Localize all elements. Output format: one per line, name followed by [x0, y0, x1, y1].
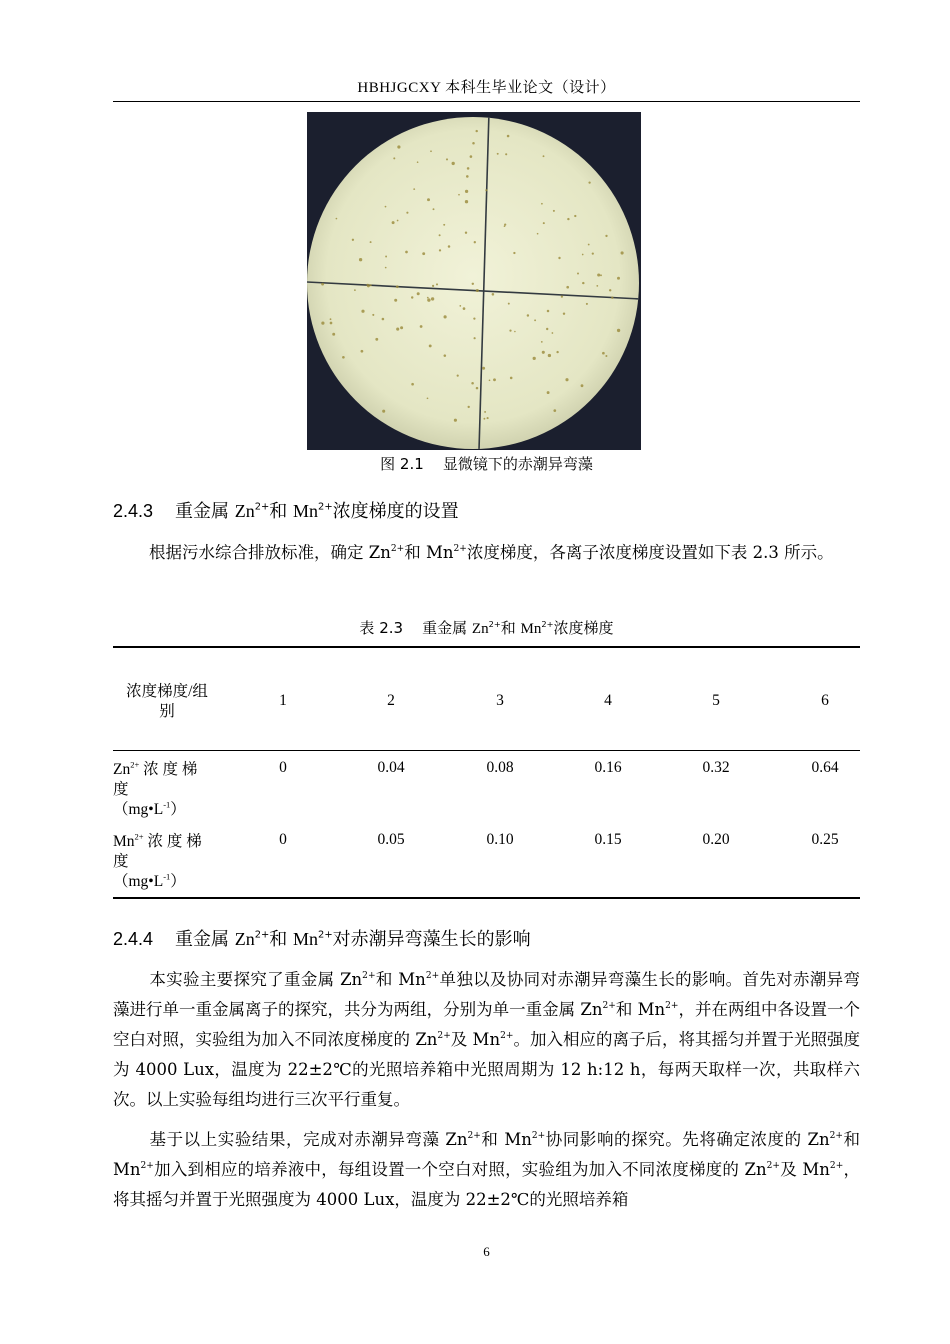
section-2-4-3-heading — [113, 497, 860, 523]
algae-cell — [586, 303, 588, 305]
caption-text: 浓度梯度 — [553, 619, 614, 637]
algae-cell — [452, 162, 455, 165]
algae-cell — [542, 351, 545, 354]
algae-cell — [470, 155, 473, 158]
para-sup: 2+ — [362, 971, 376, 982]
para-text: 根据污水综合排放标准，确定 — [149, 543, 369, 562]
algae-cell — [565, 378, 568, 381]
microscope-photo — [307, 112, 641, 450]
algae-cell — [504, 223, 506, 225]
algae-cell — [422, 252, 425, 255]
para-text: 浓度梯度，各离子浓度梯度设置如下表 2.3 所示。 — [466, 543, 834, 562]
algae-cell — [433, 208, 435, 210]
algae-cell — [468, 406, 470, 408]
algae-cell — [446, 158, 448, 160]
header-label-line: 别 — [159, 703, 175, 720]
algae-cell — [417, 161, 419, 163]
algae-cell — [427, 298, 430, 301]
para-zn: Zn — [368, 543, 391, 562]
paragraph-1 — [113, 538, 860, 568]
para-text: 协同影响的探究。先将确定浓度的 — [545, 1130, 808, 1149]
algae-cell — [413, 188, 415, 190]
row-unit-sup: -1 — [163, 799, 171, 810]
row-label: Zn — [113, 761, 131, 778]
algae-cell — [588, 181, 590, 183]
heading-sup: 2+ — [254, 501, 270, 513]
row-label: 度 — [113, 853, 129, 870]
algae-cell — [474, 241, 476, 243]
algae-cell — [394, 299, 397, 302]
algae-cell — [561, 295, 563, 297]
caption-sup: 2+ — [541, 618, 554, 629]
figure-caption-text: 显微镜下的赤潮异弯藻 — [442, 455, 593, 473]
algae-cell — [621, 251, 624, 254]
algae-cell — [448, 245, 451, 248]
algae-cell — [617, 277, 620, 280]
header-rule — [113, 101, 860, 102]
algae-cell — [547, 391, 550, 394]
table-cell: 0.32 — [702, 759, 730, 776]
figure-caption-label: 图 2.1 — [380, 455, 424, 473]
algae-cell — [533, 357, 536, 360]
algae-cell — [505, 153, 507, 155]
row-unit: ） — [170, 801, 186, 818]
algae-cell — [509, 330, 511, 332]
algae-cell — [592, 253, 594, 255]
table-caption — [113, 617, 860, 638]
row-label: 度 — [113, 781, 129, 798]
para-zn: Zn — [445, 1130, 468, 1149]
section-number: 2.4.4 — [113, 929, 154, 949]
algae-cell — [487, 417, 489, 419]
algae-cell — [567, 218, 569, 220]
heading-zn: Zn — [234, 929, 255, 949]
caption-text: 重金属 — [422, 619, 472, 637]
algae-cell — [439, 234, 441, 236]
algae-cell — [563, 312, 565, 314]
heading-text: 重金属 — [175, 501, 235, 522]
para-sup: 2+ — [665, 1001, 679, 1012]
algae-cell — [463, 307, 466, 310]
algae-cell — [427, 397, 429, 399]
row-unit-sup: -1 — [163, 871, 171, 882]
algae-cell — [432, 285, 434, 287]
table-row-zn-label — [113, 760, 223, 820]
algae-cell — [467, 167, 470, 170]
algae-cell — [430, 150, 432, 152]
para-mn: Mn — [472, 1030, 501, 1049]
algae-cell — [617, 329, 620, 332]
algae-cell — [361, 350, 364, 353]
algae-cell — [473, 317, 475, 319]
algae-cell — [352, 239, 354, 241]
algae-cell — [465, 200, 468, 203]
para-text: 单独以及协同对赤潮异弯藻生长的影响。首先对赤潮异弯藻进行单一重金属离子的探究，共分为两组，分别为单一重金属 — [113, 970, 860, 1019]
algae-cell — [411, 383, 414, 386]
table-cell: 0.64 — [811, 759, 839, 776]
para-sup: 2+ — [453, 544, 467, 555]
para-zn: Zn — [807, 1130, 830, 1149]
algae-cell — [476, 130, 478, 132]
algae-cell — [553, 210, 555, 212]
algae-cell — [427, 198, 430, 201]
algae-cell — [375, 338, 378, 341]
algae-cell — [406, 212, 408, 214]
algae-cell — [546, 328, 548, 330]
algae-cell — [382, 410, 385, 413]
table-cell: 0.08 — [486, 759, 514, 776]
para-mn: Mn — [637, 1000, 666, 1019]
algae-cell — [444, 354, 447, 357]
algae-cell — [465, 190, 468, 193]
algae-cell — [588, 244, 590, 246]
algae-cell — [485, 189, 487, 191]
row-unit: （mg•L — [113, 801, 164, 818]
algae-cell — [476, 387, 479, 390]
algae-cell — [330, 318, 332, 320]
algae-cell — [574, 215, 576, 217]
table-cell: 0.16 — [594, 759, 622, 776]
algae-cell — [372, 314, 374, 316]
row-label: Mn — [113, 833, 135, 850]
algae-cell — [471, 382, 474, 385]
algae-cell — [354, 289, 356, 291]
caption-mn: Mn — [520, 621, 542, 637]
algae-cell — [393, 157, 395, 159]
table-bottom-rule — [113, 897, 860, 899]
table-header-group: 3 — [496, 692, 504, 709]
heading-mn: Mn — [293, 501, 319, 521]
heading-sup: 2+ — [318, 929, 333, 941]
para-sup: 2+ — [500, 1031, 514, 1042]
paragraph-2 — [113, 965, 860, 1115]
algae-cell — [396, 285, 399, 288]
heading-text: 对赤潮异弯藻生长的影响 — [332, 929, 531, 950]
table-cell: 0.10 — [486, 831, 514, 848]
para-sup: 2+ — [829, 1161, 844, 1172]
section-number: 2.4.3 — [113, 501, 154, 521]
table-header-group: 6 — [821, 692, 829, 709]
para-mn: Mn — [504, 1130, 532, 1149]
table-row-mn-label — [113, 832, 223, 892]
table-cell: 0.05 — [377, 831, 405, 848]
para-text: 本实验主要探究了重金属 — [149, 970, 341, 989]
algae-cell — [457, 375, 459, 377]
para-sup: 2+ — [531, 1131, 546, 1142]
caption-zn: Zn — [471, 621, 489, 637]
heading-text: 浓度梯度的设置 — [332, 501, 459, 522]
algae-cell — [429, 344, 432, 347]
algae-cell — [581, 384, 584, 387]
algae-cell — [547, 310, 550, 313]
para-zn: Zn — [744, 1160, 767, 1179]
para-sup: 2+ — [602, 1001, 616, 1012]
heading-sup: 2+ — [254, 929, 270, 941]
algae-cell — [472, 283, 474, 285]
algae-cell — [558, 257, 560, 259]
heading-text: 和 — [269, 501, 294, 522]
algae-cell — [472, 142, 475, 145]
heading-mn: Mn — [293, 929, 319, 949]
algae-cell — [492, 293, 495, 296]
algae-cell — [392, 221, 395, 224]
para-zn: Zn — [580, 1000, 603, 1019]
table-header-group: 1 — [279, 692, 287, 709]
algae-cell — [436, 283, 438, 285]
para-text: 基于以上实验结果，完成对赤潮异弯藻 — [149, 1130, 446, 1149]
header-label-line: 浓度梯度/组 — [126, 683, 208, 700]
algae-cell — [321, 322, 324, 325]
table-header-group: 5 — [712, 692, 720, 709]
algae-cell — [396, 328, 399, 331]
algae-cell — [527, 314, 529, 316]
row-label-sup: 2+ — [134, 831, 144, 842]
microscope-view-graphic — [307, 112, 641, 450]
para-mn: Mn — [113, 1160, 141, 1179]
algae-cell — [439, 249, 441, 251]
para-sup: 2+ — [766, 1161, 780, 1172]
algae-cell — [566, 286, 569, 289]
algae-cell — [400, 326, 403, 329]
para-text: 。加入相应的离子后，将其摇匀并置于光照强度为 4000 Lux，温度为 22±2℃的光照培养箱中光照周期为 12 h:12 h，每两天取样一次，共取样六次。以上实验每组均进行三次平行重复。 — [113, 1030, 861, 1109]
algae-cell — [483, 418, 485, 420]
algae-cell — [534, 319, 536, 321]
para-sup: 2+ — [467, 1131, 481, 1142]
figure-caption — [113, 453, 860, 474]
algae-cell — [497, 153, 499, 155]
algae-cell — [611, 297, 613, 299]
para-zn: Zn — [415, 1030, 438, 1049]
algae-cell — [431, 297, 434, 300]
row-label: 浓 度 梯 — [143, 833, 202, 850]
para-zn: Zn — [340, 970, 363, 989]
table-top-rule — [113, 646, 860, 648]
para-text: 及 — [450, 1030, 473, 1049]
algae-cell — [507, 135, 510, 138]
algae-cell — [385, 256, 387, 258]
table-cell: 0.20 — [702, 831, 730, 848]
table-cell: 0 — [279, 759, 287, 776]
para-text: ，将其摇匀并置于光照强度为 4000 Lux，温度为 22±2℃的光照培养箱 — [113, 1160, 860, 1209]
algae-cell — [342, 356, 345, 359]
algae-cell — [548, 354, 551, 357]
algae-cell — [370, 284, 372, 286]
algae-cell — [330, 322, 333, 325]
algae-cell — [367, 284, 370, 287]
algae-cell — [541, 203, 543, 205]
algae-cell — [397, 145, 400, 148]
para-mn: Mn — [425, 543, 454, 562]
para-mn: Mn — [398, 970, 426, 989]
algae-cell — [605, 355, 607, 357]
para-text: 和 — [375, 970, 399, 989]
algae-cell — [427, 297, 429, 299]
heading-text: 和 — [269, 929, 294, 950]
para-text: ，并在两组中各设置一个空白对照，实验组为加入不同浓度梯度的 — [113, 1000, 861, 1049]
algae-cell — [385, 206, 387, 208]
para-text: 和 — [404, 543, 426, 562]
table-mid-rule — [113, 750, 860, 751]
algae-cell — [482, 367, 485, 370]
algae-cell — [370, 241, 372, 243]
algae-cell — [514, 331, 516, 333]
algae-cell — [420, 325, 423, 328]
algae-cell — [382, 318, 385, 321]
algae-cell — [443, 224, 445, 226]
algae-cell — [361, 310, 364, 313]
algae-cell — [465, 231, 467, 233]
section-2-4-4-heading — [113, 925, 860, 951]
algae-cell — [582, 282, 584, 284]
table-cell: 0.25 — [811, 831, 839, 848]
algae-cell — [513, 252, 515, 254]
algae-cell — [474, 337, 476, 339]
table-cell: 0.15 — [594, 831, 622, 848]
algae-cell — [405, 251, 408, 254]
para-sup: 2+ — [425, 971, 440, 982]
algae-cell — [543, 222, 545, 224]
algae-cell — [458, 194, 460, 196]
algae-cell — [417, 292, 420, 295]
para-sup: 2+ — [829, 1131, 843, 1142]
table-header-group: 2 — [387, 692, 395, 709]
heading-sup: 2+ — [318, 501, 333, 513]
algae-cell — [385, 267, 387, 269]
algae-cell — [541, 341, 543, 343]
para-text: 和 — [842, 1130, 861, 1149]
row-label-sup: 2+ — [130, 759, 140, 770]
para-text: 和 — [615, 1000, 638, 1019]
algae-cell — [459, 305, 461, 307]
algae-cell — [466, 175, 469, 178]
caption-sup: 2+ — [488, 618, 501, 629]
para-mn: Mn — [802, 1160, 830, 1179]
algae-cell — [556, 351, 558, 353]
algae-cell — [321, 283, 324, 286]
algae-cell — [537, 233, 539, 235]
para-sup: 2+ — [390, 544, 405, 555]
algae-cell — [411, 296, 413, 298]
para-text: 和 — [480, 1130, 505, 1149]
para-sup: 2+ — [140, 1161, 154, 1172]
page-number: 6 — [483, 1244, 490, 1259]
algae-cell — [543, 155, 545, 157]
algae-cell — [332, 333, 335, 336]
algae-cell — [397, 220, 399, 222]
algae-cell — [444, 315, 447, 318]
algae-cell — [484, 411, 486, 413]
algae-cell — [553, 409, 556, 412]
algae-cell — [493, 378, 496, 381]
table-cell: 0.04 — [377, 759, 405, 776]
caption-text: 和 — [500, 619, 521, 637]
table-cell: 0 — [279, 831, 287, 848]
page-header: HBHJGCXY 本科生毕业论文（设计） — [357, 80, 616, 96]
algae-cell — [596, 285, 598, 287]
table-header-group: 4 — [604, 692, 612, 709]
para-sup: 2+ — [437, 1031, 451, 1042]
row-unit: ） — [170, 873, 186, 890]
heading-zn: Zn — [234, 501, 255, 521]
algae-cell — [609, 289, 611, 291]
paragraph-3 — [113, 1125, 860, 1215]
row-unit: （mg•L — [113, 873, 164, 890]
algae-cell — [552, 332, 554, 334]
algae-cell — [602, 352, 605, 355]
table-caption-label: 表 2.3 — [359, 619, 404, 637]
algae-cell — [359, 258, 362, 261]
algae-cell — [605, 235, 607, 237]
table-header-label — [117, 682, 217, 722]
algae-cell — [510, 377, 513, 380]
row-label: 浓 度 梯 — [139, 761, 198, 778]
para-text: 加入到相应的培养液中，每组设置一个空白对照，实验组为加入不同浓度梯度的 — [153, 1160, 745, 1179]
algae-cell — [597, 273, 600, 276]
algae-cell — [582, 254, 584, 256]
algae-cell — [508, 303, 510, 305]
algae-cell — [577, 272, 579, 274]
algae-cell — [336, 218, 338, 220]
algae-cell — [454, 419, 457, 422]
para-text: 及 — [780, 1160, 803, 1179]
algae-cell — [489, 379, 491, 381]
algae-cell — [600, 274, 602, 276]
heading-text: 重金属 — [175, 929, 235, 950]
algae-cell — [476, 289, 479, 292]
